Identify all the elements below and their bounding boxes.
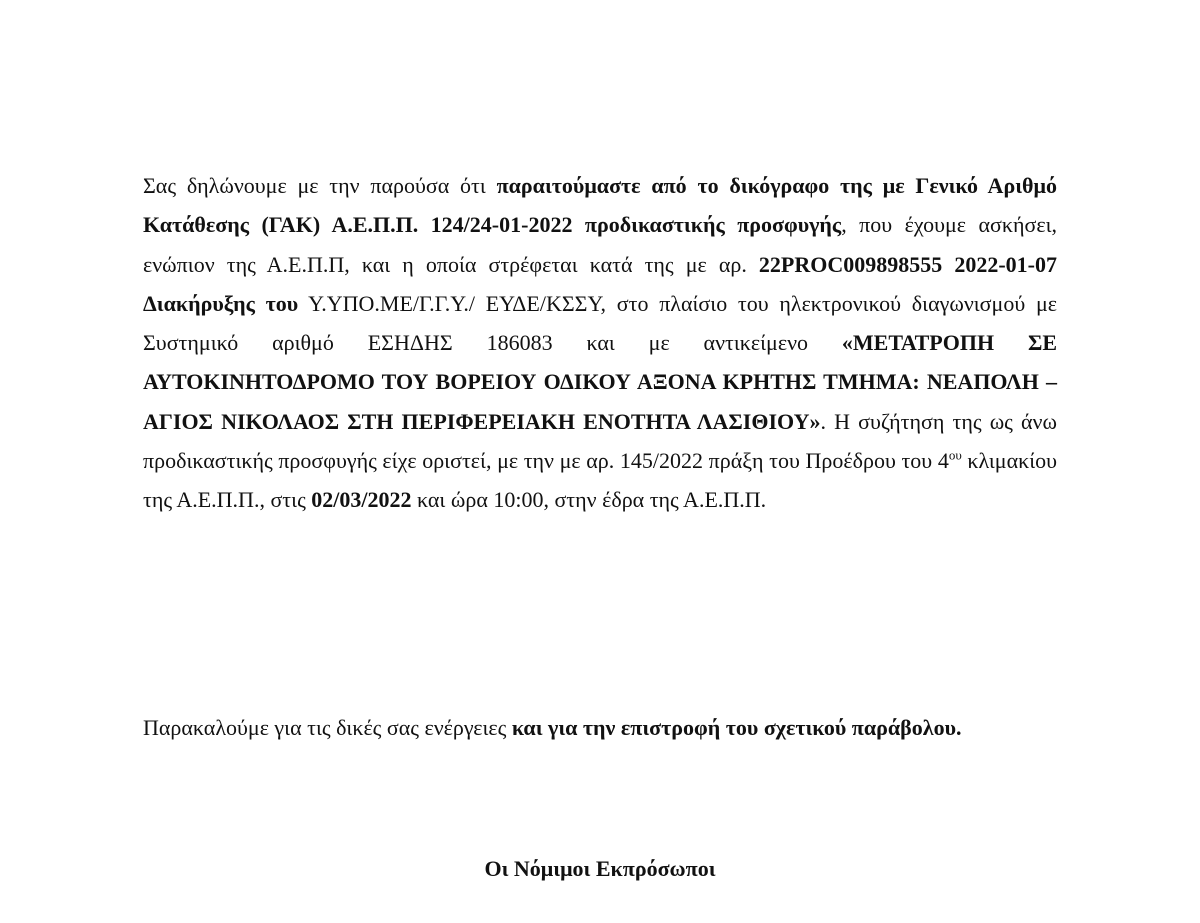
- text-span: Υ.ΥΠΟ.ΜΕ/Γ.Γ.Υ./ ΕΥΔΕ/ΚΣΣΥ, στο πλαίσιο του ηλεκτρονικού διαγωνισμού με Συστημικό αριθμό ΕΣΗΔΗΣ 186083 και με αντικείμενο: [143, 290, 1057, 356]
- signature-line: Οι Νόμιμοι Εκπρόσωποι: [484, 856, 716, 881]
- bold-proclamation-ref: 22PROC009898555 2022-01-07 Διακήρυξης του: [143, 251, 1057, 316]
- bold-project-title: «ΜΕΤΑΤΡΟΠΗ ΣΕ ΑΥΤΟΚΙΝΗΤΟΔΡΟΜΟ ΤΟΥ ΒΟΡΕΙΟΥ ΟΔΙΚΟΥ ΑΞΟΝΑ ΚΡΗΤΗΣ ΤΜΗΜΑ: ΝΕΑΠΟΛΗ –ΑΓΙΟΣ ΝΙΚΟΛΑΟΣ ΣΤΗ ΠΕΡΙΦΕΡΕΙΑΚΗ ΕΝΟΤΗΤΑ ΛΑΣΙΘΙΟΥ»: [143, 330, 1057, 434]
- text-span: και ώρα 10:00, στην έδρα της Α.Ε.Π.Π.: [411, 487, 767, 513]
- paragraph-request: [143, 708, 1057, 747]
- text-span: Παρακαλούμε για τις δικές σας ενέργειες: [143, 715, 512, 740]
- bold-hearing-date: 02/03/2022: [311, 487, 412, 513]
- ordinal-superscript: ου: [948, 447, 962, 463]
- text-span: . Η συζήτηση της ως άνω προδικαστικής προσφυγής είχε οριστεί, με την με αρ. 145/2022 πράξη του Προέδρου του 4: [143, 408, 1057, 474]
- bold-refund-request: και για την επιστροφή του σχετικού παράβολου.: [511, 715, 962, 740]
- text-span: , που έχουμε ασκήσει, ενώπιον της Α.Ε.Π.Π, και η οποία στρέφεται κατά της με αρ.: [143, 212, 1057, 277]
- text-span: κλιμακίου της Α.Ε.Π.Π., στις: [143, 448, 1058, 513]
- bold-withdrawal-statement: παραιτούμαστε από το δικόγραφο της με Γενικό Αριθμό Κατάθεσης (ΓΑΚ) Α.Ε.Π.Π. 124/24-01-2022 προδικαστικής προσφυγής: [143, 173, 1057, 238]
- paragraph-withdrawal: [143, 166, 1057, 520]
- text-span: Σας δηλώνουμε με την παρούσα ότι: [143, 173, 497, 198]
